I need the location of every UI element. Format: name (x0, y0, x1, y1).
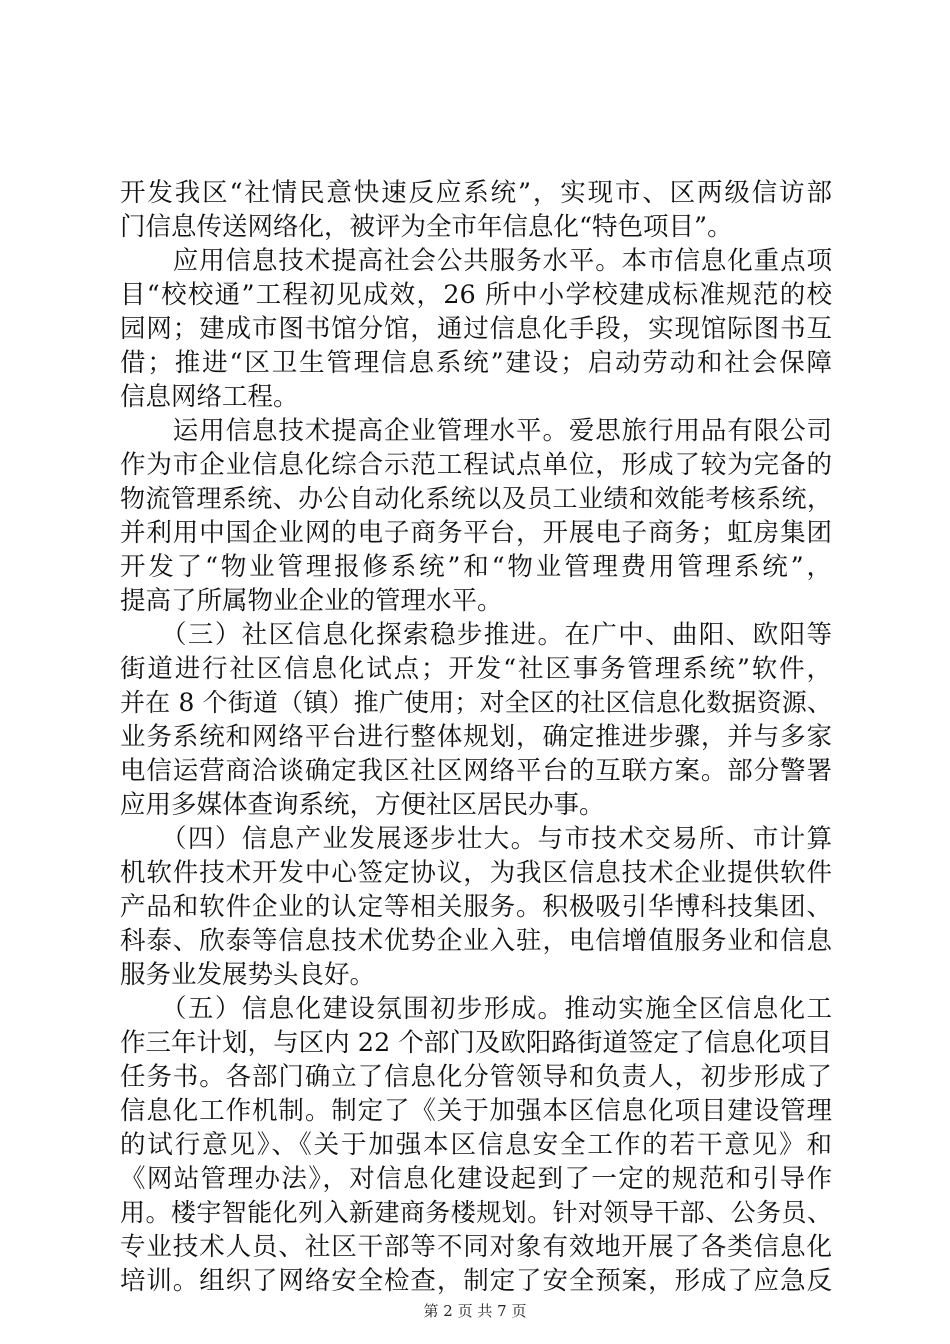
text-line: 并在 8 个街道（镇）推广使用；对全区的社区信息化数据资源、 (120, 688, 832, 717)
text-line: 产品和软件企业的认定等相关服务。积极吸引华博科技集团、 (120, 892, 832, 922)
text-line: 的试行意见》、《关于加强本区信息安全工作的若干意见》和 (120, 1130, 832, 1160)
text-line: 园网；建成市图书馆分馆，通过信息化手段，实现馆际图书互 (120, 314, 832, 344)
text-line: 借；推进“区卫生管理信息系统”建设；启动劳动和社会保障 (120, 348, 832, 378)
text-line: 用。楼宇智能化列入新建商务楼规划。针对领导干部、公务员、 (120, 1198, 832, 1227)
text-line: 科泰、欣泰等信息技术优势企业入驻，电信增值服务业和信息 (120, 926, 832, 956)
text-line: 目“校校通”工程初见成效，26 所中小学校建成标准规范的校 (120, 280, 832, 310)
text-line: （五）信息化建设氛围初步形成。推动实施全区信息化工 (120, 994, 832, 1024)
text-line: 提高了所属物业企业的管理水平。 (120, 586, 503, 616)
text-line: 机软件技术开发中心签定协议，为我区信息技术企业提供软件 (120, 858, 832, 888)
text-line: 专业技术人员、社区干部等不同对象有效地开展了各类信息化 (120, 1232, 832, 1262)
text-line: 作三年计划，与区内 22 个部门及欧阳路街道签定了信息化项目 (120, 1028, 832, 1058)
text-line: 街道进行社区信息化试点；开发“社区事务管理系统”软件， (120, 654, 832, 684)
text-line: 开发了“物业管理报修系统”和“物业管理费用管理系统”， (120, 552, 832, 582)
text-line: 服务业发展势头良好。 (120, 960, 376, 990)
text-line: 并利用中国企业网的电子商务平台，开展电子商务；虹房集团 (120, 518, 832, 548)
document-body (120, 176, 832, 1298)
text-line: 业务系统和网络平台进行整体规划，确定推进步骤，并与多家 (120, 722, 832, 752)
text-line: 《网站管理办法》，对信息化建设起到了一定的规范和引导作 (120, 1164, 832, 1194)
text-line: 任务书。各部门确立了信息化分管领导和负责人，初步形成了 (120, 1062, 832, 1092)
text-line: 应用信息技术提高社会公共服务水平。本市信息化重点项 (120, 246, 832, 276)
text-line: （三）社区信息化探索稳步推进。在广中、曲阳、欧阳等 (120, 620, 832, 650)
text-line: 电信运营商洽谈确定我区社区网络平台的互联方案。部分警署 (120, 756, 832, 786)
page-footer (0, 1300, 950, 1321)
text-line: 门信息传送网络化，被评为全市年信息化“特色项目”。 (120, 212, 733, 242)
text-line: 培训。组织了网络安全检查，制定了安全预案，形成了应急反 (120, 1266, 832, 1296)
text-line: 开发我区“社情民意快速反应系统”，实现市、区两级信访部 (120, 178, 832, 208)
text-line: 应用多媒体查询系统，方便社区居民办事。 (120, 790, 605, 820)
text-line: 作为市企业信息化综合示范工程试点单位，形成了较为完备的 (120, 450, 832, 480)
page-number: 第 2 页 共 7 页 (423, 1302, 527, 1320)
text-line: （四）信息产业发展逐步壮大。与市技术交易所、市计算 (120, 824, 832, 854)
text-line: 物流管理系统、办公自动化系统以及员工业绩和效能考核系统， (120, 484, 832, 513)
text-line: 运用信息技术提高企业管理水平。爱思旅行用品有限公司 (120, 416, 832, 446)
text-line: 信息网络工程。 (120, 382, 299, 412)
text-line: 信息化工作机制。制定了《关于加强本区信息化项目建设管理 (120, 1096, 832, 1126)
